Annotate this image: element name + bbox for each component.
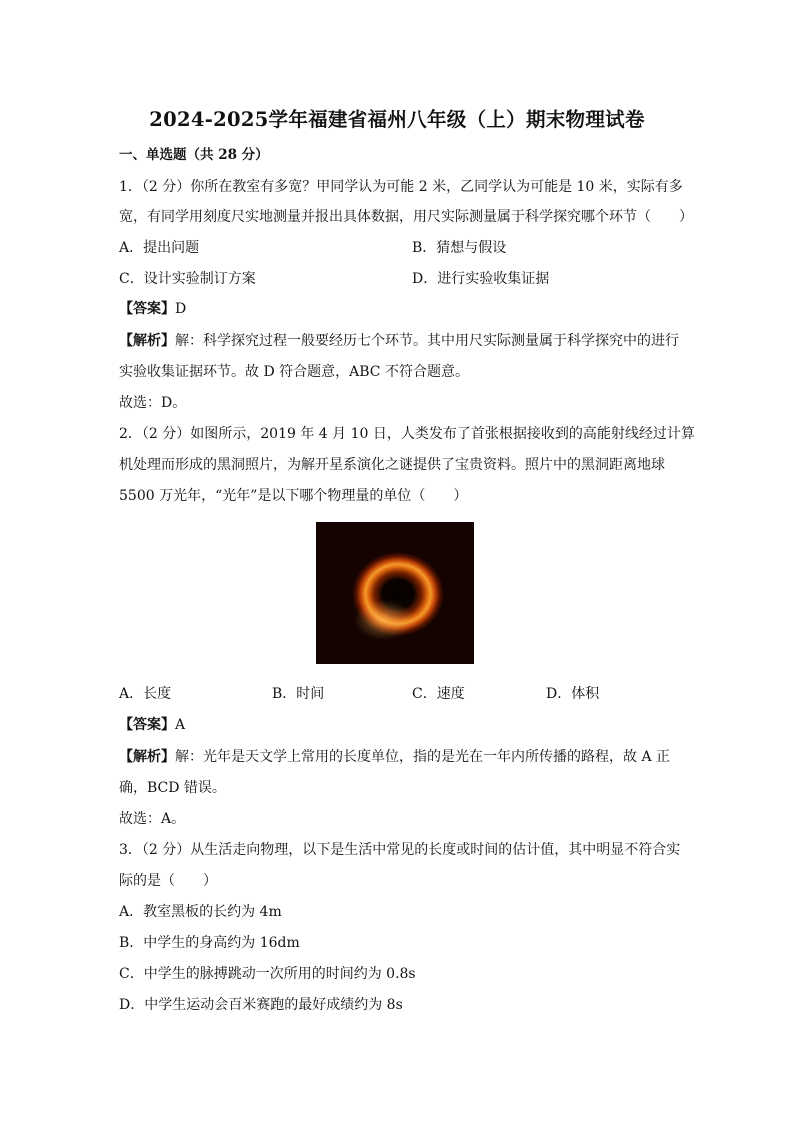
answer-value: A bbox=[175, 717, 186, 733]
page-title: 2024-2025学年福建省福州八年级（上）期末物理试卷 bbox=[149, 108, 645, 131]
q3-option-c: C．中学生的脉搏跳动一次所用的时间约为 0.8s bbox=[119, 966, 416, 982]
q1-stem-line-1: 1．（2 分）你所在教室有多宽？甲同学认为可能 2 米，乙同学认为可能是 10 米，实际有多 bbox=[119, 179, 683, 195]
q1-analysis-line-1 bbox=[119, 331, 679, 351]
q3-option-b: B．中学生的身高约为 16dm bbox=[119, 935, 300, 951]
q1-conclusion: 故选：D。 bbox=[119, 395, 187, 411]
analysis-label: 【解析】 bbox=[119, 333, 175, 349]
analysis-text: 解：光年是天文学上常用的长度单位，指的是光在一年内所传播的路程，故 A 正 bbox=[175, 749, 671, 765]
analysis-label: 【解析】 bbox=[119, 749, 175, 765]
q1-answer bbox=[119, 299, 679, 319]
q2-stem-line-1: 2．（2 分）如图所示，2019 年 4 月 10 日，人类发布了首张根据接收到的高能射线经过计算 bbox=[119, 426, 695, 442]
q1-stem-line-2: 宽，有同学用刻度尺实地测量并报出具体数据，用尺实际测量属于科学探究哪个环节（ ） bbox=[119, 209, 693, 225]
q1-option-a: A．提出问题 bbox=[119, 240, 200, 256]
answer-label: 【答案】 bbox=[119, 301, 175, 317]
q3-stem-line-1: 3．（2 分）从生活走向物理，以下是生活中常见的长度或时间的估计值，其中明显不符合实 bbox=[119, 842, 681, 858]
q3-option-a: A．教室黑板的长约为 4m bbox=[119, 904, 282, 920]
q1-option-b: B．猜想与假设 bbox=[412, 240, 507, 256]
answer-value: D bbox=[175, 301, 187, 317]
q2-conclusion: 故选：A。 bbox=[119, 811, 186, 827]
q2-option-d: D．体积 bbox=[546, 686, 600, 702]
q1-analysis-line-2: 实验收集证据环节。故 D 符合题意，ABC 不符合题意。 bbox=[119, 364, 469, 380]
q3-stem-line-2: 际的是（ ） bbox=[119, 873, 217, 889]
q2-option-c: C．速度 bbox=[412, 686, 465, 702]
q2-answer bbox=[119, 715, 679, 735]
black-hole-bright-spot bbox=[316, 522, 474, 664]
q2-option-b: B．时间 bbox=[272, 686, 325, 702]
black-hole-photo bbox=[316, 522, 474, 664]
section-heading: 一、单选题（共 28 分） bbox=[119, 147, 269, 163]
analysis-text: 解：科学探究过程一般要经历七个环节。其中用尺实际测量属于科学探究中的进行 bbox=[175, 333, 679, 349]
q2-option-a: A．长度 bbox=[119, 686, 172, 702]
q2-analysis-line-2: 确，BCD 错误。 bbox=[119, 780, 226, 796]
q2-analysis-line-1 bbox=[119, 747, 679, 767]
q2-stem-line-3: 5500 万光年，“光年”是以下哪个物理量的单位（ ） bbox=[119, 488, 468, 504]
answer-label: 【答案】 bbox=[119, 717, 175, 733]
q1-option-c: C．设计实验制订方案 bbox=[119, 271, 256, 287]
q3-option-d: D．中学生运动会百米赛跑的最好成绩约为 8s bbox=[119, 997, 403, 1013]
q1-option-d: D．进行实验收集证据 bbox=[412, 271, 550, 287]
q2-stem-line-2: 机处理而形成的黑洞照片，为解开星系演化之谜提供了宝贵资料。照片中的黑洞距离地球 bbox=[119, 457, 665, 473]
